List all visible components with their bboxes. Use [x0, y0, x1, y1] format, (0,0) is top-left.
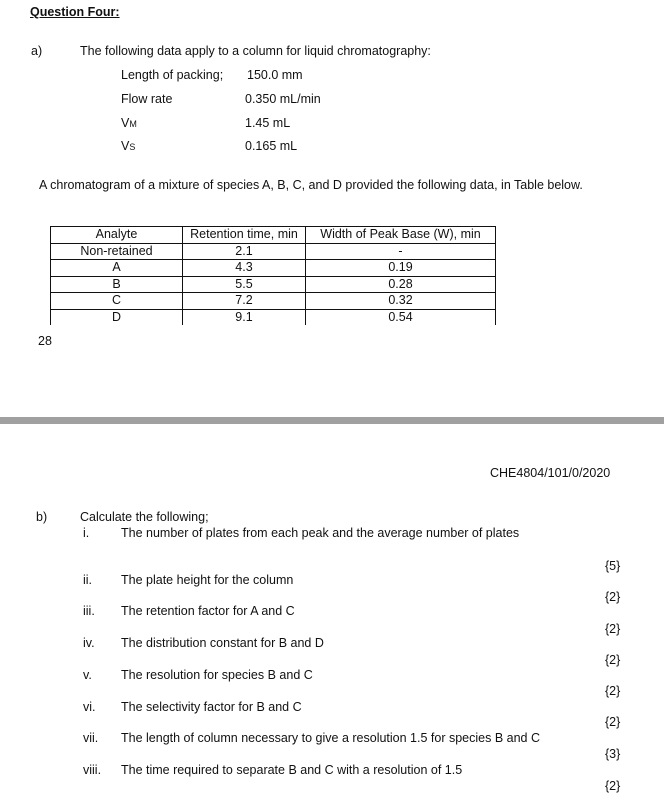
header-analyte: Analyte — [51, 227, 183, 244]
table-row — [51, 309, 496, 325]
cell: 0.19 — [306, 260, 496, 277]
item-marks: {2} — [605, 653, 621, 667]
cell: 0.32 — [306, 293, 496, 310]
item-number: i. — [83, 526, 90, 540]
page-number: 28 — [38, 334, 52, 348]
item-number: vi. — [83, 700, 96, 714]
table-row — [51, 276, 496, 293]
item-marks: {3} — [605, 747, 621, 761]
item-number: iv. — [83, 636, 95, 650]
cell: C — [51, 293, 183, 310]
table-row — [51, 260, 496, 277]
part-b-label: b) — [36, 510, 48, 524]
item-marks: {5} — [605, 559, 621, 573]
item-text: The distribution constant for B and D — [121, 636, 324, 650]
item-text: The time required to separate B and C with a resolution of 1.5 — [121, 763, 463, 777]
part-a-label: a) — [31, 44, 43, 58]
item-text: The number of plates from each peak and the average number of plates — [121, 526, 520, 540]
cell: Non-retained — [51, 243, 183, 260]
header-peak-width: Width of Peak Base (W), min — [306, 227, 496, 244]
cell: 9.1 — [183, 309, 306, 325]
retention-data-table — [50, 226, 496, 325]
param-value: 1.45 mL — [245, 116, 291, 130]
param-name: Length of packing; — [121, 68, 224, 82]
cell: - — [306, 243, 496, 260]
cell: 0.28 — [306, 276, 496, 293]
item-text: The selectivity factor for B and C — [121, 700, 302, 714]
item-marks: {2} — [605, 622, 621, 636]
table-row — [51, 293, 496, 310]
item-number: v. — [83, 668, 92, 682]
page-separator — [0, 417, 664, 424]
param-name: Flow rate — [121, 92, 173, 106]
param-value: 150.0 mm — [247, 68, 303, 82]
course-code: CHE4804/101/0/2020 — [490, 466, 611, 480]
param-value: 0.165 mL — [245, 139, 298, 153]
cell: D — [51, 309, 183, 325]
item-marks: {2} — [605, 590, 621, 604]
item-text: The resolution for species B and C — [121, 668, 313, 682]
item-text: The retention factor for A and C — [121, 604, 295, 618]
item-number: vii. — [83, 731, 99, 745]
cell: A — [51, 260, 183, 277]
param-name: VS — [121, 139, 136, 153]
item-marks: {2} — [605, 684, 621, 698]
cell: 4.3 — [183, 260, 306, 277]
item-number: viii. — [83, 763, 102, 777]
item-number: iii. — [83, 604, 95, 618]
param-value: 0.350 mL/min — [245, 92, 321, 106]
param-name: VM — [121, 116, 137, 130]
cell: 0.54 — [306, 309, 496, 325]
item-marks: {2} — [605, 779, 621, 793]
item-marks: {2} — [605, 715, 621, 729]
table-intro: A chromatogram of a mixture of species A, B, C, and D provided the following data, in Table below. — [39, 178, 583, 192]
item-text: The plate height for the column — [121, 573, 294, 587]
cell: 5.5 — [183, 276, 306, 293]
table-row — [51, 243, 496, 260]
question-title: Question Four: — [30, 5, 120, 19]
table-header-row — [51, 227, 496, 244]
item-number: ii. — [83, 573, 93, 587]
cell: 2.1 — [183, 243, 306, 260]
header-retention-time: Retention time, min — [183, 227, 306, 244]
cell: B — [51, 276, 183, 293]
item-text: The length of column necessary to give a resolution 1.5 for species B and C — [121, 731, 540, 745]
cell: 7.2 — [183, 293, 306, 310]
part-b-intro: Calculate the following; — [80, 510, 209, 524]
part-a-intro: The following data apply to a column for liquid chromatography: — [80, 44, 431, 58]
